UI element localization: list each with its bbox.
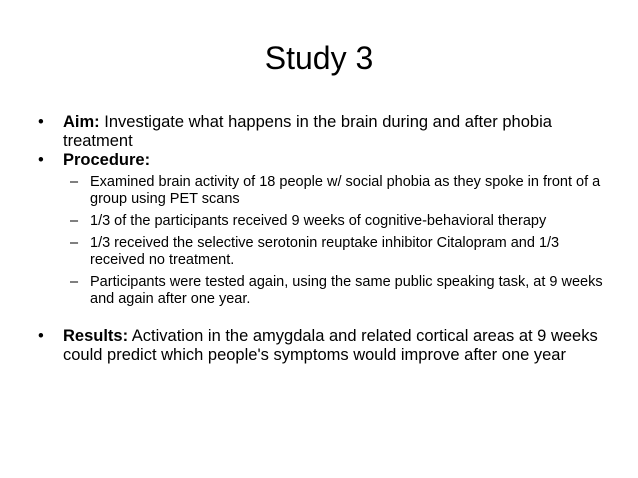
aim-label: Aim: xyxy=(63,113,100,131)
procedure-list xyxy=(70,174,608,308)
procedure-item xyxy=(70,235,608,269)
spacer xyxy=(38,313,608,327)
procedure-label: Procedure: xyxy=(63,151,151,169)
slide-content xyxy=(38,113,608,365)
bullet-icon: • xyxy=(38,113,44,131)
dash-icon: – xyxy=(70,174,79,190)
aim-bullet xyxy=(38,113,608,151)
bullet-icon: • xyxy=(38,151,44,169)
procedure-item-text: 1/3 received the selective serotonin reuptake inhibitor Citalopram and 1/3 received no treatment. xyxy=(90,235,560,268)
bullet-icon: • xyxy=(38,327,44,345)
procedure-item xyxy=(70,274,608,308)
results-label: Results: xyxy=(63,327,129,345)
dash-icon: – xyxy=(70,235,79,251)
procedure-item xyxy=(70,174,608,208)
procedure-item-text: 1/3 of the participants received 9 weeks of cognitive-behavioral therapy xyxy=(90,213,547,229)
results-text: Activation in the amygdala and related cortical areas at 9 weeks could predict which people's symptoms would improve after one year xyxy=(63,327,598,364)
procedure-item xyxy=(70,213,608,230)
results-bullet xyxy=(38,327,608,365)
procedure-item-text: Participants were tested again, using the same public speaking task, at 9 weeks and again after one year. xyxy=(90,274,603,307)
slide-title: Study 3 xyxy=(264,40,374,76)
dash-icon: – xyxy=(70,213,79,229)
aim-text: Investigate what happens in the brain during and after phobia treatment xyxy=(63,113,552,150)
dash-icon: – xyxy=(70,274,79,290)
procedure-bullet xyxy=(38,151,608,170)
procedure-item-text: Examined brain activity of 18 people w/ social phobia as they spoke in front of a group using PET scans xyxy=(90,174,601,207)
